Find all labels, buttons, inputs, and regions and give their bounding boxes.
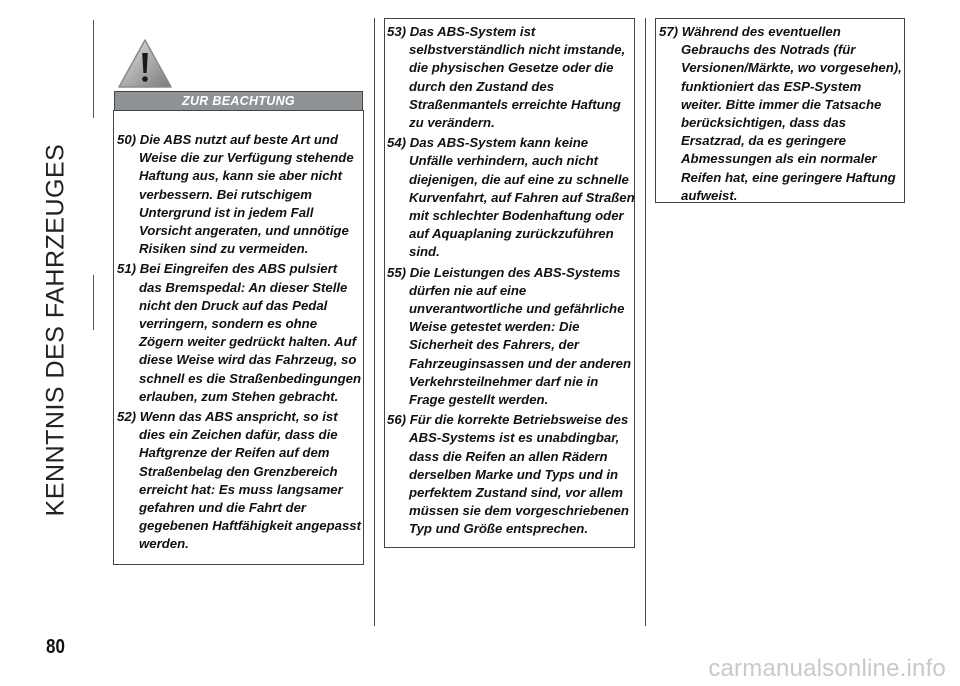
note-51: 51) Bei Eingreifen des ABS pulsiert das Bremspedal: An dieser Stelle nicht den Druck auf das Pedal verringern, sondern es ohne Zögern weiter gedrückt halten. Auf diese Weise wird das Fahrzeug, so schnell es die Straßenbedingungen erlauben, zum Stehen gebracht. (117, 261, 362, 404)
note-52: 52) Wenn das ABS anspricht, so ist dies ein Zeichen dafür, dass die Haftgrenze der Reifen auf dem Straßenbelag den Grenzbereich erreicht hat: Es muss langsamer gefahren und die Fahrt der gegebenen Haftfähigkeit angepasst werden. (117, 409, 362, 552)
note-56: 56) Für die korrekte Betriebsweise des ABS-Systems ist es unabdingbar, dass die Reifen an allen Rädern derselben Marke und Typs und in perfektem Zustand sind, vor allem müssen sie dem vorgeschriebenen Typ und Größe entsprechen. (387, 412, 629, 537)
page-number: 80 (46, 636, 65, 658)
side-rule-top (93, 20, 94, 118)
column-divider-2 (645, 18, 646, 626)
note-50: 50) Die ABS nutzt auf beste Art und Weise die zur Verfügung stehende Haftung aus, kann sie aber nicht verbessern. Bei rutschigem Untergrund ist in jedem Fall Vorsicht angeraten, und unnötige Risiken sind zu vermeiden. (117, 132, 354, 257)
note-55: 55) Die Leistungen des ABS-Systems dürfen nie auf eine unverantwortliche und gefährliche Weise getestet werden: Die Sicherheit des Fahrers, der Fahrzeuginsassen und der anderen Verkehrsteilnehmer darf nie in Frage gestellt werden. (387, 264, 632, 408)
note-53: 53) Das ABS-System ist selbstverständlich nicht imstande, die physischen Gesetze oder die durch den Zustand des Straßenmantels erreichte Haftung zu verändern. (387, 24, 626, 131)
notes-column-2 (387, 23, 635, 541)
warning-header: ZUR BEACHTUNG (114, 91, 363, 111)
column-divider-1 (374, 18, 375, 626)
notes-column-1 (117, 131, 363, 556)
watermark: carmanualsonline.info (708, 655, 946, 682)
note-54: 54) Das ABS-System kann keine Unfälle verhindern, auch nicht diejenigen, die auf eine zu schnelle Kurvenfahrt, auf Fahren auf Straßen mit schlechter Bodenhaftung oder auf Aquaplaning zurückzuführen sind. (387, 135, 635, 260)
warning-triangle-icon (117, 38, 173, 90)
note-57: 57) Während des eventuellen Gebrauchs des Notrads (für Versionen/Märkte, wo vorgesehen), funktioniert das ESP-System weiter. Bitte immer die Tatsache berücksichtigen, dass das Ersatzrad, da es geringere Abmessungen als ein normaler Reifen hat, eine geringere Haftung aufweist. (659, 24, 902, 203)
notes-column-3 (659, 23, 904, 207)
side-rule-bottom (93, 275, 94, 330)
section-title-text: KENNTNIS DES FAHRZEUGES (41, 143, 70, 517)
